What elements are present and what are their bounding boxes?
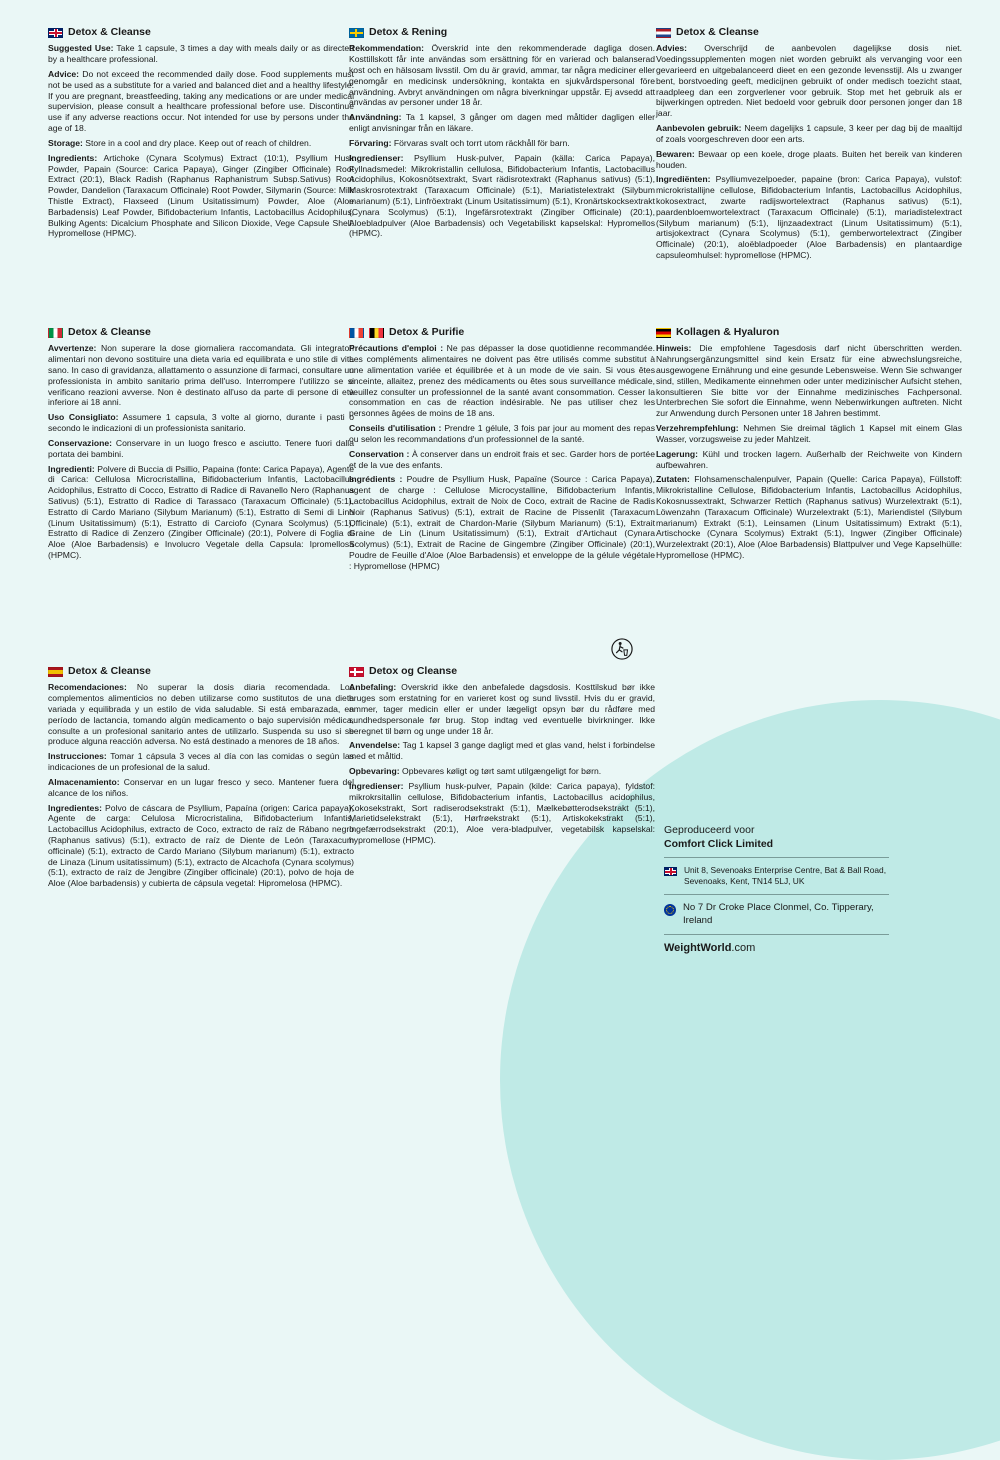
storage-text: Storage: Store in a cool and dry place. Keep out of reach of children. bbox=[48, 137, 312, 148]
divider bbox=[664, 934, 889, 935]
precautions-text: Précautions d'emploi : Ne pas dépasser la dose quotidienne recommandée. Les compléments alimentaires ne doivent pas être utilisés comme substitut à une alimentation variée et équilibrée et à un mode de vie sain. Si vous êtes enceinte, allaitez, prenez des médicaments ou êtes sous surveillance médicale, veuillez consulter un professionnel de la santé avant consommation. Cesser la consommation en cas de réaction indésirable. Ne pas utiliser chez les personnes âgées de moins de 18 ans. bbox=[349, 343, 655, 419]
company-name: Comfort Click Limited bbox=[664, 837, 774, 850]
section-title: Detox & Cleanse bbox=[68, 665, 151, 677]
warning-text: Avvertenze: Non superare la dose giornaliera raccomandata. Gli integratori alimentari non devono sostituire una dieta varia ed equilibrata e uno stile di vita sano. In caso di gravidanza, allattamento o assunzione di farmaci, consultare un professionista in ambito sanitario prima dell'uso. Interrompere l'utilizzo se si verificano reazioni avverse. Non è destinato all'uso da parte di persone di età inferiore ai 18 anni. bbox=[48, 343, 355, 408]
ingredients-text: Ingredients: Artichoke (Cynara Scolymus) Extract (10:1), Psyllium Husk Powder, Papain (Source: Carica Papaya), Ginger (Zingiber Officinale) Root Extract (20:1), Black Radish (Raphanus Raphanistrum Subsp.Sativus) Root Powder, Dandelion (Taraxacum Officinale) Root Powder, Silymarin (Source: Milk Thistle Extract), Flaxseed (Linum Usitatissimum) Powder, Aloe (Aloe Barbadensis) Leaf Powder, Bifidobacterium Infantis, Lactobacillus Acidophilus, Bulking Agents: Dicalcium Phosphate and Silicon Dioxide, Vege Capsule Shell: Hypromellose (HPMC). bbox=[48, 152, 354, 239]
producer-lead: Geproduceerd voor bbox=[664, 824, 755, 836]
usage-text: Aanbevolen gebruik: Neem dagelijks 1 capsule, 3 keer per dag bij de maaltijd of zoals voorgeschreven door een arts. bbox=[656, 123, 963, 144]
ingredients-text: Zutaten: Flohsamenschalenpulver, Papain (Quelle: Carica Papaya), Füllstoff: Mikrokristalline Cellulose, Bifidobacterium Infantis, Lactobacillus Acidophilus, Kokosnussextrakt, Schwarzer Rettich (Raphanus sativus) Wurzelextrakt (5:1), Löwenzahn (Taraxacum Officinale) Wurzelextrakt (5:1), Mariendistel (Silybum marianum) Extrakt (5:1), Leinsamen (Linum Usitatissimum) Extrakt (5:1), Artischocke (Cynara Scolymus) Extrakt (5:1), Ingwer (Zingiber Officinale) Wurzelextrakt (20:1), Aloe (Aloe Barbadensis) Blattpulver und Vege Kapselhülle: Hypromellose (HPMC). bbox=[656, 474, 962, 561]
recommendation-text: Rekommendation: Överskrid inte den rekommenderade dagliga dosen. Kosttillskott får inte användas som ersättning för en varierad och balanserad kost och en hälsosam livsstil. Om du är gravid, ammar, tar några mediciner eller genomgår en medicinsk undersökning, kontakta en sjukvårdspersonal före användning. Avbryt användningen om några biverkningar uppstår. Ej avsedd att användas av personer under 18 år. bbox=[349, 43, 655, 108]
usage-text: Instrucciones: Tomar 1 cápsula 3 veces al día con las comidas o según las indicaciones de un profesional de la salud. bbox=[48, 751, 355, 773]
usage-text: Verzehrempfehlung: Nehmen Sie dreimal täglich 1 Kapsel mit einem Glas Wasser, vorzugsweise zu jeder Mahlzeit. bbox=[656, 423, 962, 444]
ingredients-text: Ingrédients : Poudre de Psyllium Husk, Papaïne (Source : Carica Papaya), agent de charge : Cellulose Microcystalline, Bifidobacterium Infantis, Lactobacillus Acidophilus, extrait de Noix de Coco, extrait de Racine de Radis Noir (Raphanus Sativus) (5:1), extrait de Racine de Pissenlit (Taraxacum Officinale) (5:1), extrait de Chardon-Marie (Silybum Marianum) (5:1), Extrait Graine de Lin (Linum Usitatissimum) (5:1), Extrait d'Artichaut (Cynara Scolymus) (5:1), Extrait de Racine de Gingembre (Zingiber Officinale) (20:1), Poudre de Feuille d'Aloe (Aloe Barbadensis) et enveloppe de la gélule végétale : Hypromellose (HPMC) bbox=[349, 474, 655, 571]
storage-text: Opbevaring: Opbevares køligt og tørt samt utilgængeligt for børn. bbox=[349, 766, 602, 777]
storage-text: Bewaren: Bewaar op een koele, droge plaats. Buiten het bereik van kinderen houden. bbox=[656, 148, 963, 170]
eu-flag-icon bbox=[664, 904, 676, 916]
divider bbox=[664, 857, 889, 858]
denmark-flag-icon bbox=[349, 667, 364, 677]
ingredients-text: Ingredienser: Psyllium husk-pulver, Papain (kilde: Carica papaya), fyldstof: mikrokrsitallin cellulose, Bifidobacterium infantis, Lactobacillus acidophilus, Kokosekstrakt, Sort radiserodsekstrakt (5:1), Mælkebøtterodsekstrakt (5:1), Marietidselekstrakt (5:1), Hørfrøekstrakt (5:1), Artiskokekstrakt (5:1), Ingefærrodsekstrakt (20:1), Aloe vera-bladpulver, vegetabilsk kapselskal: hypromellose (HPMC). bbox=[349, 780, 655, 845]
section-title: Kollagen & Hyaluron bbox=[676, 326, 780, 338]
section-title: Detox & Cleanse bbox=[68, 26, 151, 38]
section-header bbox=[656, 26, 962, 39]
advice-text: Advies: Overschrijd de aanbevolen dagelijkse dosis niet. Voedingssupplementen mogen niet worden gebruikt als vervanging voor een gevarieerd en uitgebalanceerd dieet en een gezonde levensstijl. Als u zwanger bent, borstvoeding geeft, medicijnen gebruikt of onder medisch toezicht staat, raadpleeg dan een zorgverlener voor gebruik. Stop met het gebruik als er bijwerkingen optreden. Niet bedoeld voor gebruik door personen jonger dan 18 jaar. bbox=[656, 43, 963, 119]
section-title: Detox & Rening bbox=[369, 26, 448, 38]
section-header bbox=[349, 326, 655, 339]
section-se bbox=[349, 26, 655, 243]
section-title: Detox & Cleanse bbox=[68, 326, 151, 338]
storage-text: Conservation : À conserver dans un endroit frais et sec. Garder hors de portée et de la vue des enfants. bbox=[349, 448, 655, 470]
section-nl bbox=[656, 26, 962, 265]
section-header bbox=[48, 26, 354, 39]
uk-address bbox=[664, 862, 889, 890]
section-header bbox=[656, 326, 962, 339]
belgium-flag-icon bbox=[369, 328, 384, 338]
netherlands-flag-icon bbox=[656, 28, 671, 38]
section-fr bbox=[349, 326, 655, 576]
divider bbox=[664, 894, 889, 895]
section-title: Detox & Cleanse bbox=[676, 26, 759, 38]
section-title: Detox og Cleanse bbox=[369, 665, 458, 677]
storage-text: Almacenamiento: Conservar en un lugar fresco y seco. Mantener fuera del alcance de los niños. bbox=[48, 776, 354, 798]
storage-text: Förvaring: Förvaras svalt och torrt utom räckhåll för barn. bbox=[349, 137, 570, 148]
section-it bbox=[48, 326, 354, 565]
storage-text: Lagerung: Kühl und trocken lagern. Außerhalb der Reichweite von Kindern aufbewahren. bbox=[656, 448, 963, 470]
section-header bbox=[48, 326, 354, 339]
section-uk bbox=[48, 26, 354, 243]
eu-address bbox=[664, 899, 889, 930]
spain-flag-icon bbox=[48, 667, 63, 677]
uk-address-text: Unit 8, Sevenoaks Enterprise Centre, Bat & Ball Road, Sevenoaks, Kent, TN14 5LJ, UK bbox=[684, 865, 887, 887]
section-es bbox=[48, 665, 354, 893]
storage-text: Conservazione: Conservare in un luogo fresco e asciutto. Tenere fuori dalla portata dei bambini. bbox=[48, 437, 354, 459]
usage-text: Användning: Ta 1 kapsel, 3 gånger om dagen med måltider dagligen eller enligt anvisningar från en läkare. bbox=[349, 112, 656, 134]
ingredients-text: Ingrediënten: Psylliumvezelpoeder, papaine (bron: Carica Papaya), vulstof: microkristallijne cellulose, Bifidobacterium Infantis, Lactobacillus Acidophilus, kokosextract, zwarte radijswortelextract (Raphanus sativus) (5:1), paardenbloemwortelextract (Taraxacum Officinale) (5:1), mariadistelextract (Silybum marianum) (5:1), lijnzaadextract (Linum Usitatissimum) (5:1), artisjokextract (Cynara Scolymus) (5:1), gemberwortelextract (Zingiber Officinale) (20:1), aloëbladpoeder (Aloe Barbadensis) en plantaardige capsuleomhulsel: hypromellose (HPMC). bbox=[656, 174, 963, 261]
section-de bbox=[656, 326, 962, 565]
ingredients-text: Ingredienti: Polvere di Buccia di Psillio, Papaina (fonte: Carica Papaya), Agente di Carica: Cellulosa Microcristallina, Bifidobacterium Infantis, Lactobacillus Acidophilus, Estratto di Cocco, Estratto di Radice di Ravanello Nero (Raphanus Sativus) (5:1), Estratto di Radice di Tarassaco (Taraxacum Officinale) (5:1), Estratto di Cardo Mariano (Silybum Marianum) (5:1), Estratto di Semi di Lino (Linum Usitatissimum) (5:1), Estratto di Carciofo (Cynara Scolymus) (5:1), Estratto di Radice di Zenzero (Zingiber Officinale) (20:1), Polvere di Foglia di Aloe (Aloe Barbadensis) e Involucro Vegetale della Capsula: Ipromellosa (HPMC). bbox=[48, 463, 354, 561]
sweden-flag-icon bbox=[349, 28, 364, 38]
germany-flag-icon bbox=[656, 328, 671, 338]
recommendation-text: Anbefaling: Overskrid ikke den anbefalede dagsdosis. Kosttilskud bør ikke bruges som erstatning for en varieret kost og sund livsstil. Hvis du er gravid, ammer, tager medicin eller er under lægeligt opsyn bør du rådføre med sundhedspersonale før brug. Stop indtag ved eventuelle bivirkninger. Ikke beregnet til børn og unge under 18 år. bbox=[349, 682, 655, 736]
section-header bbox=[349, 26, 655, 39]
section-title: Detox & Purifie bbox=[389, 326, 465, 338]
tidyman-recycle-icon bbox=[611, 638, 633, 660]
ingredients-text: Ingredienser: Psyllium Husk-pulver, Papain (källa: Carica Papaya), Fyllnadsmedel: Mikrokristallin cellulosa, Bifidobacterium Infantis, Lactobacillus Acidophilus, Kokosnötsextrakt, Svart rädisrotextrakt (Raphanus sativus) (5:1), Maskrosrotextrakt (Taraxacum Officinale) (5:1), Mariatistelextrakt (Silybum marianum) (5:1), Linfröextrakt (Linum Usitatissimum) (5:1), Kronärtskocksextrakt (Cynara Scolymus) (5:1), Ingefärsrotextrakt (Zingiber Officinale) (20:1), Aloebladpulver (Aloe Barbadensis) och Vegetabiliskt kapselskal: Hypromellos (HPMC). bbox=[349, 152, 655, 239]
website-link[interactable]: WeightWorld.com bbox=[664, 942, 756, 955]
usage-text: Anvendelse: Tag 1 kapsel 3 gange dagligt med et glas vand, helst i forbindelse med et måltid. bbox=[349, 740, 656, 762]
usage-text: Suggested Use: Take 1 capsule, 3 times a day with meals daily or as directed by a healthcare professional. bbox=[48, 43, 354, 65]
producer-info bbox=[664, 824, 889, 955]
section-header bbox=[48, 665, 354, 678]
usage-text: Conseils d'utilisation : Prendre 1 gélule, 3 fois par jour au moment des repas ou selon les recommandations d'un professionnel de la santé. bbox=[349, 423, 655, 444]
section-dk bbox=[349, 665, 655, 850]
usage-text: Uso Consigliato: Assumere 1 capsula, 3 volte al giorno, durante i pasti o secondo le indicazioni di un professionista sanitario. bbox=[48, 412, 355, 434]
eu-address-text: No 7 Dr Croke Place Clonmel, Co. Tipperary, Ireland bbox=[683, 902, 874, 926]
italy-flag-icon bbox=[48, 328, 63, 338]
advice-text: Advice: Do not exceed the recommended daily dose. Food supplements must not be used as a substitute for a varied and balanced diet and a healthy lifestyle. If you are pregnant, breastfeeding, taking any medications or are under medical supervision, please consult a healthcare professional before use. Discontinue use if any adverse reactions occur. Not intended for use by persons under the age of 18. bbox=[48, 68, 354, 134]
uk-flag-icon bbox=[664, 867, 677, 876]
uk-flag-icon bbox=[48, 28, 63, 38]
section-header bbox=[349, 665, 655, 678]
recommendation-text: Recomendaciones: No superar la dosis diaria recomendada. Los complementos alimenticios no deben utilizarse como sustitutos de una dieta variada y equilibrada y un estilo de vida saludable. Si está embarazada, en período de lactancia, tomando algún medicamento o bajo supervisión médica, consulte a un profesional sanitario antes de utilizarlo. Suspenda su uso si se produce alguna reacción adversa. No está destinado a menores de 18 años. bbox=[48, 682, 355, 747]
ingredients-text: Ingredientes: Polvo de cáscara de Psyllium, Papaína (origen: Carica papaya), Agente de carga: Celulosa Microcristalina, Bifidobacterium Infantis, Lactobacillus Acidophilus, extracto de Coco, extracto de raíz de Rábano negro (Raphanus sativus) (5:1), extracto de raíz de Diente de León (Taraxacum officinale) (5:1), extracto de Cardo Mariano (Silybum marianum) (5:1), extracto de Linaza (Linum usitatissimum) (5:1), extracto de Alcachofa (Cynara scolymus) (5:1), extracto de raíz de Jengibre (Zingiber officinale) (20:1), polvo de hoja de Aloe (Aloe barbadensis) y cubierta de cápsula vegetal: Hipromelosa (HPMC). bbox=[48, 802, 354, 889]
france-flag-icon bbox=[349, 328, 364, 338]
hint-text: Hinweis: Die empfohlene Tagesdosis darf nicht überschritten werden. Nahrungsergänzungsmittel sind kein Ersatz für eine abwechslungsreiche, ausgewogene Ernährung und eine gesunde Lebensweise. Wenn Sie schwanger sind, stillen, Medikamente einnehmen oder unter medizinischer Aufsicht stehen, konsultieren Sie bitte vor der Einnahme medizinisches Fachpersonal. Unterbrechen Sie sofort die Einnahme, wenn Nebenwirkungen auftreten. Nicht zur Anwendung durch Personen unter 18 Jahren bestimmt. bbox=[656, 343, 963, 419]
